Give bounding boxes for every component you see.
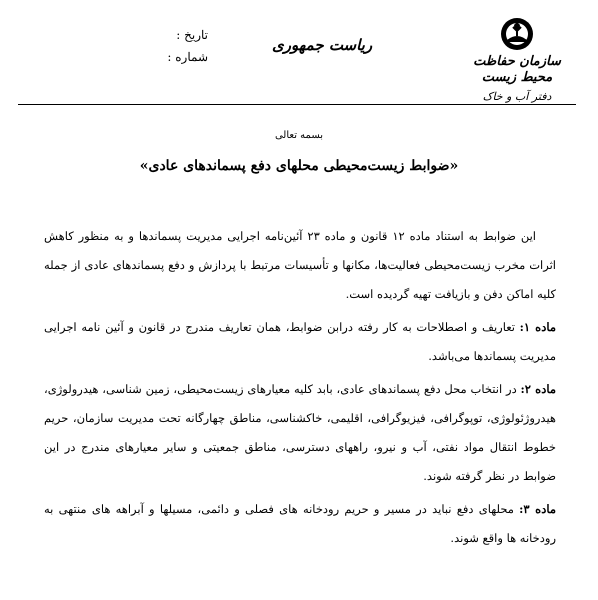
article-2-label: ماده ۲:	[520, 382, 556, 396]
bismillah: بسمه تعالی	[274, 130, 324, 141]
letter-meta	[138, 24, 208, 68]
article-2	[44, 375, 556, 491]
header-divider	[18, 104, 576, 105]
article-3-label: ماده ۳:	[519, 502, 556, 516]
intro-paragraph: این ضوابط به استناد ماده ۱۲ قانون و ماده ۲۳ آئین‌نامه اجرایی مدیریت پسماندها و به منظور کاهش اثرات مخرب زیست‌محیطی فعالیت‌ها، مکانها و تأسیسات مرتبط با پردازش و دفع پسماندهای عادی از جمله کلیه اماکن دفن و بازیافت تهیه گردیده است.	[44, 229, 556, 301]
document-title: «ضوابط زیست‌محیطی محلهای دفع پسماندهای عادی»	[139, 158, 459, 174]
document-body	[44, 222, 556, 557]
organization-block	[462, 16, 572, 104]
article-3-text: محلهای دفع نباید در مسیر و حریم رودخانه های فصلی و دائمی، مسیلها و آبراهه های منتهی به رودخانه ها واقع شوند.	[44, 502, 556, 545]
date-label: تاریخ :	[176, 28, 208, 42]
article-1	[44, 313, 556, 371]
org-name: سازمان حفاظت محیط زیست	[473, 54, 561, 85]
article-1-text: تعاریف و اصطلاحات به کار رفته درابن ضوابط، همان تعاریف مندرج در قانون و آئین نامه اجرایی مدیریت پسماندها می‌باشد.	[44, 320, 556, 363]
doe-logo-icon	[497, 16, 537, 52]
org-department: دفتر آب و خاک	[482, 90, 552, 103]
article-3	[44, 495, 556, 553]
number-label: شماره :	[167, 50, 208, 64]
article-1-label: ماده ۱:	[519, 320, 556, 334]
presidency-heading: ریاست جمهوری	[272, 36, 373, 54]
article-2-text: در انتخاب محل دفع پسماندهای عادی، بابد کلیه معیارهای زیست‌محیطی، زمین شناسی، هیدرولوژی، هیدروژئولوژی، توپوگرافی، فیزیوگرافی، اقلیمی، خاکشناسی، مناطق چهارگانه تحت مدیریت سازمان، حریم خطوط انتقال مواد نفتی، آب و نیرو، راههای دسترسی، مناطق جمعیتی و سایر معیارهای مندرج در این ضوابط در نظر گرفته شوند.	[44, 382, 556, 483]
